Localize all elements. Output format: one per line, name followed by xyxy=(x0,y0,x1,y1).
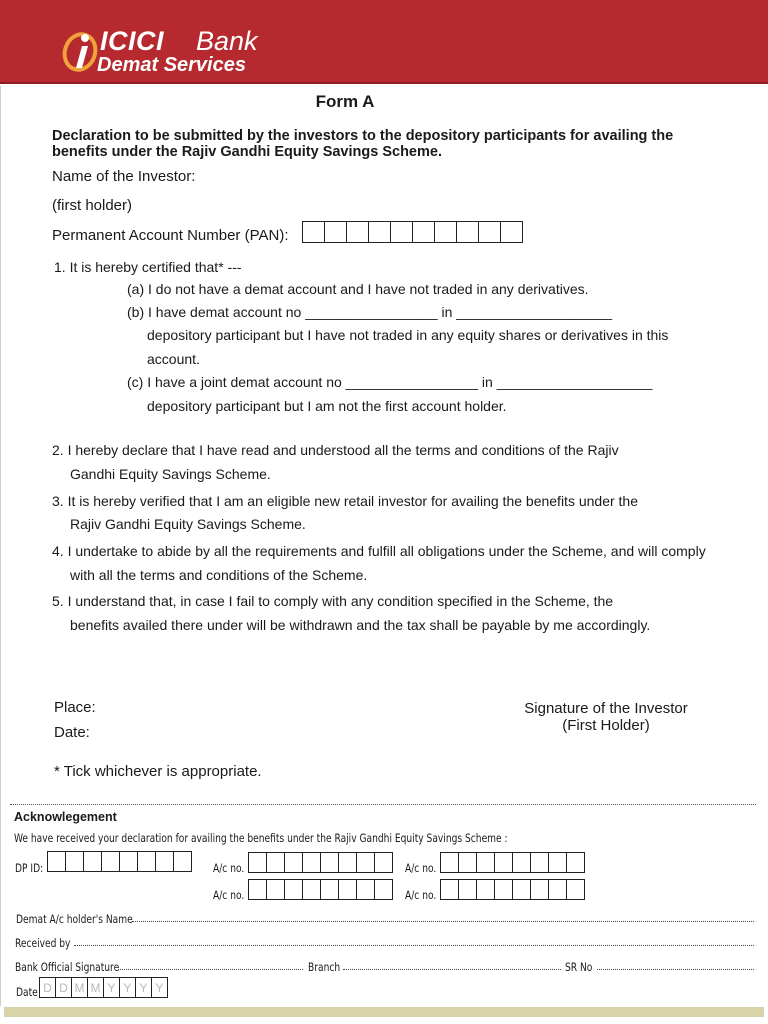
acknowledgement-title: Acknowlegement xyxy=(14,810,117,824)
date-box[interactable]: D xyxy=(55,977,72,998)
clause-3-line1: 3. It is hereby verified that I am an eligible new retail investor for availing the benefits under the xyxy=(52,493,638,509)
first-holder-label: (first holder) xyxy=(52,197,133,214)
ac-no-box[interactable] xyxy=(338,852,357,873)
tick-note: * Tick whichever is appropriate. xyxy=(54,763,262,780)
ac-no-box[interactable] xyxy=(266,852,285,873)
ac-no-box[interactable] xyxy=(302,852,321,873)
clause-2-line1: 2. I hereby declare that I have read and understood all the terms and conditions of the Rajiv xyxy=(52,442,619,458)
ack-date-label: Date xyxy=(16,985,38,999)
dpid-box[interactable] xyxy=(137,851,156,872)
ac-no-input-boxes-2[interactable] xyxy=(441,852,585,873)
investor-name-field[interactable] xyxy=(202,182,702,183)
cut-line xyxy=(10,804,756,805)
date-box[interactable]: M xyxy=(71,977,88,998)
received-by-label: Received by xyxy=(15,936,71,950)
clause-3-line2: Rajiv Gandhi Equity Savings Scheme. xyxy=(70,516,306,532)
date-box[interactable]: Y xyxy=(103,977,120,998)
ac-no-box[interactable] xyxy=(512,879,531,900)
date-box[interactable]: M xyxy=(87,977,104,998)
dpid-label: DP ID: xyxy=(15,861,44,875)
ac-no-box[interactable] xyxy=(284,879,303,900)
icici-i-logo-icon xyxy=(60,28,100,72)
first-holder-signature-label: (First Holder) xyxy=(562,717,650,734)
ac-no-box[interactable] xyxy=(530,879,549,900)
pan-label: Permanent Account Number (PAN): xyxy=(52,227,289,244)
date-box[interactable]: Y xyxy=(119,977,136,998)
date-label: Date: xyxy=(54,724,90,741)
ac-no-box[interactable] xyxy=(356,852,375,873)
pan-box[interactable] xyxy=(478,221,501,243)
clause-1b-line1: (b) I have demat account no _________________ in ____________________ xyxy=(127,304,612,320)
ac-no-box[interactable] xyxy=(548,852,567,873)
ac-no-box[interactable] xyxy=(494,852,513,873)
logo-icici-text: ICICI xyxy=(100,26,165,56)
ac-no-box[interactable] xyxy=(476,852,495,873)
clause-1c-line1: (c) I have a joint demat account no _________________ in ____________________ xyxy=(127,374,653,390)
pan-box[interactable] xyxy=(456,221,479,243)
ac-no-box[interactable] xyxy=(566,879,585,900)
clause-4-line2: with all the terms and conditions of the Scheme. xyxy=(70,567,368,583)
ac-no-box[interactable] xyxy=(374,852,393,873)
pan-box[interactable] xyxy=(368,221,391,243)
ac-no-box[interactable] xyxy=(476,879,495,900)
ac-no-box[interactable] xyxy=(566,852,585,873)
pan-box[interactable] xyxy=(434,221,457,243)
ac-no-box[interactable] xyxy=(338,879,357,900)
ac-no-box[interactable] xyxy=(302,879,321,900)
dpid-box[interactable] xyxy=(83,851,102,872)
acknowledgement-intro: We have received your declaration for availing the benefits under the Rajiv Gandhi Equity Savings Scheme : xyxy=(14,831,508,845)
clause-2-line2: Gandhi Equity Savings Scheme. xyxy=(70,466,271,482)
ac-no-box[interactable] xyxy=(440,879,459,900)
ac-no-box[interactable] xyxy=(284,852,303,873)
ac-no-box[interactable] xyxy=(320,879,339,900)
pan-box[interactable] xyxy=(390,221,413,243)
dpid-box[interactable] xyxy=(173,851,192,872)
clause-1c-line2: depository participant but I am not the first account holder. xyxy=(147,398,507,414)
form-title: Form A xyxy=(315,92,375,111)
sr-no-label: SR No xyxy=(565,960,593,974)
logo-bank-text: Bank xyxy=(196,26,258,56)
dpid-box[interactable] xyxy=(119,851,138,872)
clause-5-line1: 5. I understand that, in case I fail to comply with any condition specified in the Scheme, the xyxy=(52,593,614,609)
ac-no-box[interactable] xyxy=(266,879,285,900)
ac-no-label-3: A/c no. xyxy=(213,888,245,902)
ac-no-box[interactable] xyxy=(320,852,339,873)
ac-no-label-1: A/c no. xyxy=(213,861,245,875)
pan-box[interactable] xyxy=(346,221,369,243)
declaration-heading: Declaration to be submitted by the investors to the depository participants for availing the benefits under the Rajiv Gandhi Equity Savings Scheme. xyxy=(52,128,674,160)
ac-no-box[interactable] xyxy=(548,879,567,900)
pan-box[interactable] xyxy=(302,221,325,243)
ac-no-box[interactable] xyxy=(440,852,459,873)
logo-subtitle: Demat Services xyxy=(97,54,246,76)
footer-bar xyxy=(4,1007,764,1017)
ac-no-box[interactable] xyxy=(356,879,375,900)
header-banner xyxy=(0,0,768,84)
dpid-box[interactable] xyxy=(47,851,66,872)
investor-name-label: Name of the Investor: xyxy=(52,168,196,185)
ac-no-box[interactable] xyxy=(248,852,267,873)
ac-no-label-4: A/c no. xyxy=(405,888,437,902)
holder-name-label: Demat A/c holder's Name xyxy=(16,912,133,926)
holder-name-field[interactable] xyxy=(132,921,754,922)
ac-no-box[interactable] xyxy=(374,879,393,900)
dpid-input-boxes[interactable] xyxy=(48,851,192,872)
ac-no-box[interactable] xyxy=(494,879,513,900)
place-label: Place: xyxy=(54,699,96,716)
clause-1b-line3: account. xyxy=(147,351,200,367)
pan-box[interactable] xyxy=(500,221,523,243)
branch-label: Branch xyxy=(308,960,341,974)
dpid-box[interactable] xyxy=(155,851,174,872)
received-by-field[interactable] xyxy=(74,945,754,946)
bank-signature-field[interactable] xyxy=(118,969,303,970)
clause-1: 1. It is hereby certified that* --- xyxy=(54,259,242,275)
ac-no-label-2: A/c no. xyxy=(405,861,437,875)
ac-no-box[interactable] xyxy=(458,852,477,873)
ac-no-box[interactable] xyxy=(248,879,267,900)
pan-box[interactable] xyxy=(412,221,435,243)
date-box[interactable]: Y xyxy=(151,977,168,998)
ac-no-box[interactable] xyxy=(458,879,477,900)
page-border xyxy=(0,86,1,1006)
branch-field[interactable] xyxy=(343,969,561,970)
dpid-box[interactable] xyxy=(101,851,120,872)
ac-no-box[interactable] xyxy=(530,852,549,873)
ac-no-box[interactable] xyxy=(512,852,531,873)
clause-1b-line2: depository participant but I have not traded in any equity shares or derivatives in this xyxy=(147,327,669,343)
bank-signature-label: Bank Official Signature xyxy=(15,960,120,974)
clause-4-line1: 4. I undertake to abide by all the requirements and fulfill all obligations under the Scheme, and will comply xyxy=(52,543,706,559)
clause-1a: (a) I do not have a demat account and I have not traded in any derivatives. xyxy=(127,281,589,297)
ac-no-input-boxes-3[interactable] xyxy=(249,879,393,900)
pan-input-boxes[interactable] xyxy=(303,221,523,243)
sr-no-field[interactable] xyxy=(597,969,754,970)
dpid-box[interactable] xyxy=(65,851,84,872)
date-box[interactable]: Y xyxy=(135,977,152,998)
ac-no-input-boxes-4[interactable] xyxy=(441,879,585,900)
signature-label: Signature of the Investor xyxy=(524,700,688,717)
clause-5-line2: benefits availed there under will be withdrawn and the tax shall be payable by me accordingly. xyxy=(70,617,651,633)
date-box[interactable]: D xyxy=(39,977,56,998)
ack-date-input-boxes[interactable] xyxy=(40,977,168,998)
pan-box[interactable] xyxy=(324,221,347,243)
ac-no-input-boxes-1[interactable] xyxy=(249,852,393,873)
